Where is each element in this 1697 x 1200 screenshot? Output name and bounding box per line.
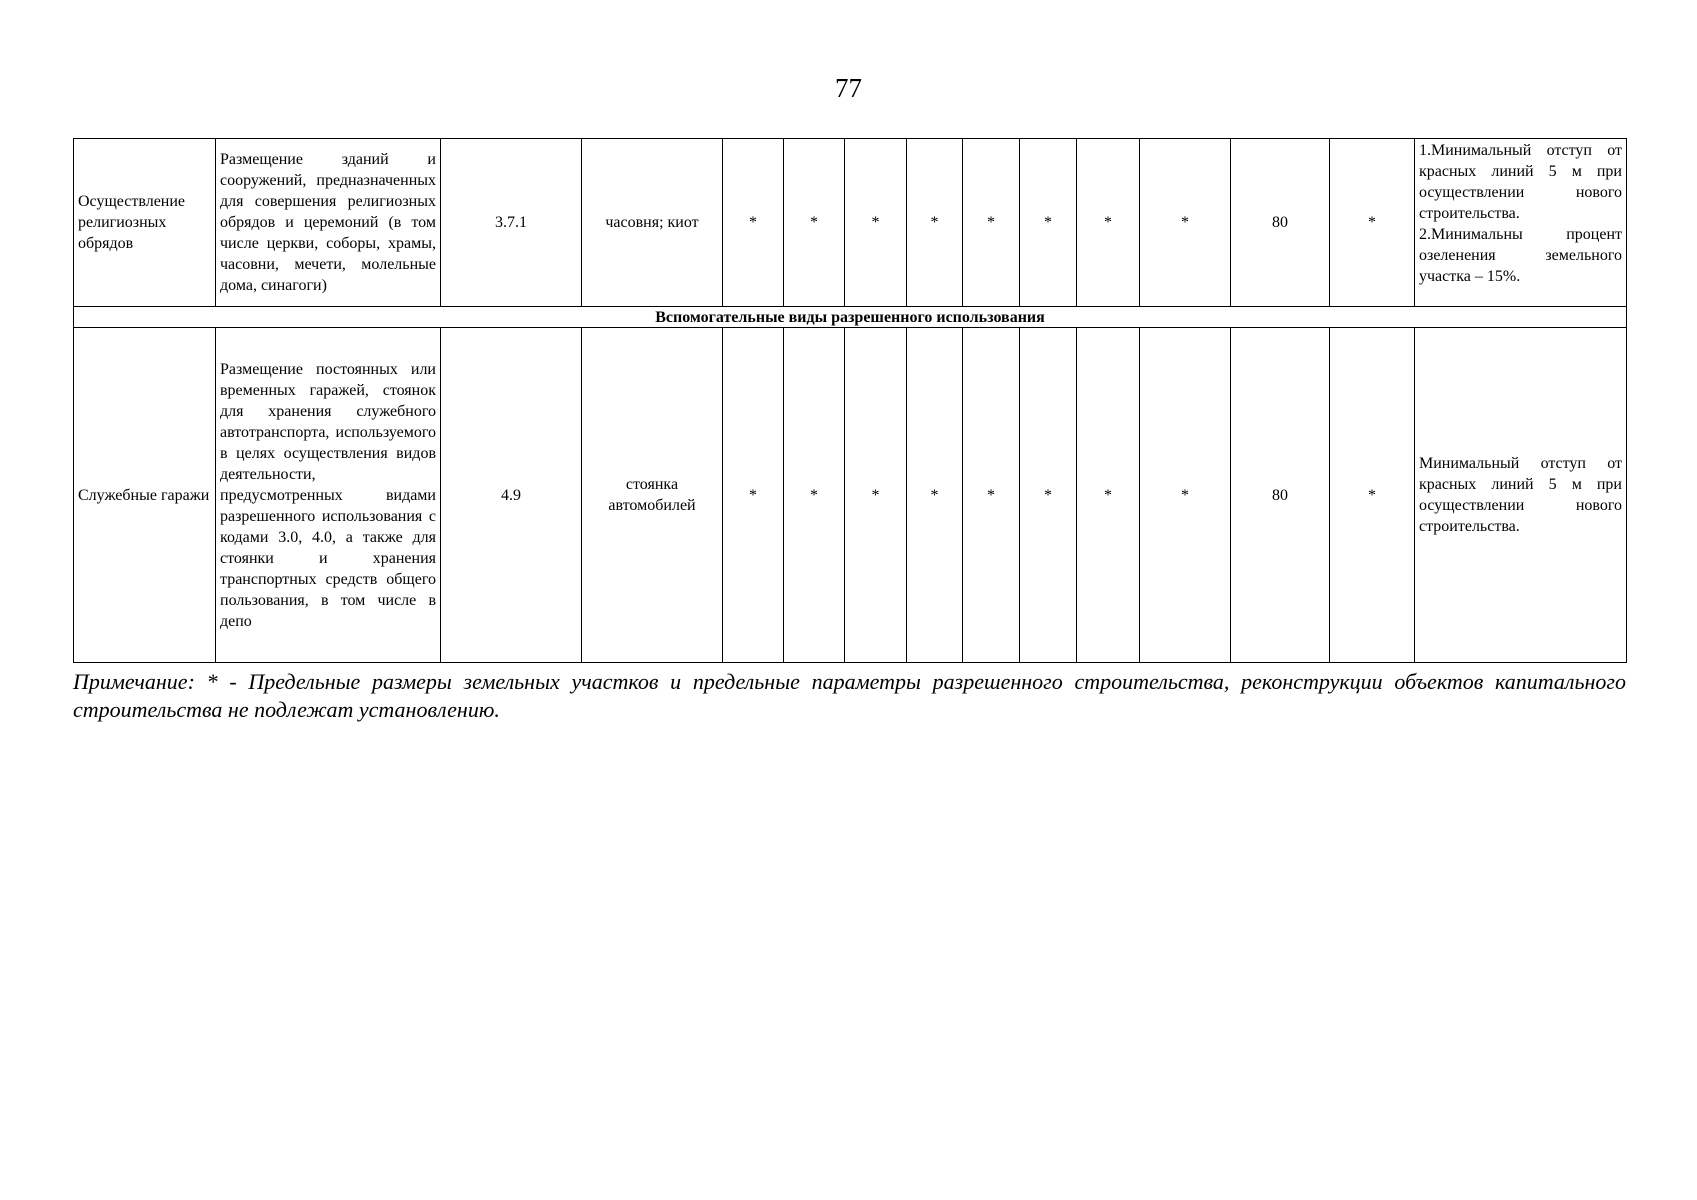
- notes-cell: [1415, 139, 1627, 307]
- notes-cell: Минимальный отступ от красных линий 5 м при осуществлении нового строительства.: [1415, 328, 1627, 663]
- use-name-cell: Служебные гаражи: [74, 328, 216, 663]
- param-cell-5: *: [963, 139, 1020, 307]
- use-code-cell: 4.9: [441, 328, 582, 663]
- param-cell-8: *: [1140, 139, 1231, 307]
- param-cell-1: *: [723, 139, 784, 307]
- use-description-cell: Размещение постоянных или временных гаражей, стоянок для хранения служебного автотранспорта, используемого в целях осуществления видов деятельности, предусмотренных видами разрешенного использования с кодами 3.0, 4.0, а также для стоянки и хранения транспортных средств общего пользования, в том числе в депо: [216, 328, 441, 663]
- table-row: [74, 328, 1627, 663]
- section-header-row: [74, 307, 1627, 328]
- param-cell-10: *: [1330, 328, 1415, 663]
- param-cell-4: *: [907, 139, 963, 307]
- page-number: 77: [835, 73, 862, 103]
- param-cell-8: *: [1140, 328, 1231, 663]
- note-line: 2.Минимальны процент озеленения земельного участка – 15%.: [1419, 226, 1622, 285]
- param-cell-3: *: [845, 328, 907, 663]
- param-cell-6: *: [1020, 139, 1077, 307]
- use-code-cell: 3.7.1: [441, 139, 582, 307]
- use-description-cell: Размещение зданий и сооружений, предназначенных для совершения религиозных обрядов и церемоний (в том числе церкви, соборы, храмы, часовни, мечети, молельные дома, синагоги): [216, 139, 441, 307]
- param-cell-9: 80: [1231, 328, 1330, 663]
- param-cell-1: *: [723, 328, 784, 663]
- param-cell-2: *: [784, 328, 845, 663]
- param-cell-4: *: [907, 328, 963, 663]
- land-use-table: [73, 138, 1627, 663]
- table-row: [74, 139, 1627, 307]
- footnote: Примечание: * - Предельные размеры земельных участков и предельные параметры разрешенного строительства, реконструкции объектов капитального строительства не подлежат установлению.: [73, 669, 1626, 722]
- permitted-objects-cell: часовня; киот: [582, 139, 723, 307]
- param-cell-10: *: [1330, 139, 1415, 307]
- section-header: Вспомогательные виды разрешенного использования: [74, 307, 1627, 328]
- param-cell-5: *: [963, 328, 1020, 663]
- note-line: 1.Минимальный отступ от красных линий 5 м при осуществлении нового строительства.: [1419, 142, 1622, 222]
- use-name-cell: Осуществление религиозных обрядов: [74, 139, 216, 307]
- param-cell-6: *: [1020, 328, 1077, 663]
- permitted-objects-cell: стоянка автомобилей: [582, 328, 723, 663]
- param-cell-7: *: [1077, 139, 1140, 307]
- param-cell-3: *: [845, 139, 907, 307]
- param-cell-7: *: [1077, 328, 1140, 663]
- param-cell-9: 80: [1231, 139, 1330, 307]
- param-cell-2: *: [784, 139, 845, 307]
